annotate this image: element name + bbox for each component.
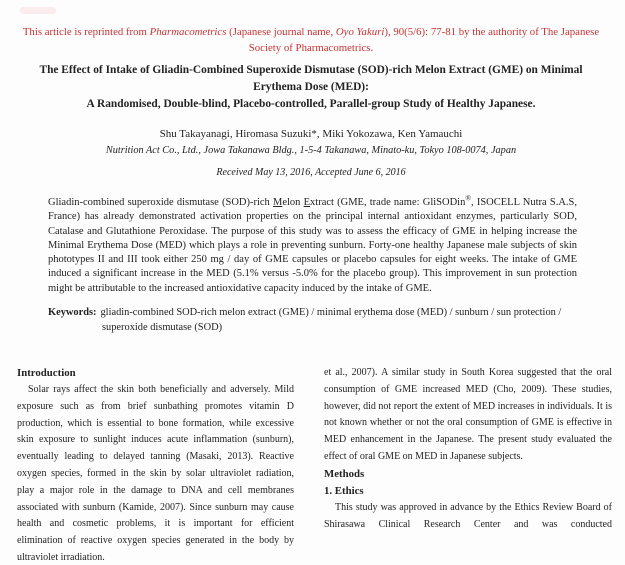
affiliation-line: Nutrition Act Co., Ltd., Jowa Takanawa Bldg., 1-5-4 Takanawa, Minato-ku, Tokyo 108-0074, Japan <box>105 145 517 156</box>
scan-artifact <box>20 7 56 14</box>
ethics-paragraph: This study was approved in advance by the Ethics Review Board of Shirasawa Clinical Research Center and was conducted <box>324 501 612 530</box>
paper-title: The Effect of Intake of Gliadin-Combined Superoxide Dismutase (SOD)-rich Melon Extract (GME) on Minimal Erythema Dose (MED): <box>39 64 583 93</box>
abstract-text: elon <box>282 197 304 208</box>
keywords-text: gliadin-combined SOD-rich melon extract (GME) / minimal erythema dose (MED) / sunburn / sun protection / superoxide dismutase (SOD) <box>100 307 562 334</box>
paper-subtitle: A Randomised, Double-blind, Placebo-controlled, Parallel-group Study of Healthy Japanese. <box>86 98 536 110</box>
subsection-heading-ethics: 1. Ethics <box>324 484 364 497</box>
section-heading-methods: Methods <box>324 467 365 480</box>
body-columns <box>17 365 612 565</box>
abstract-paragraph <box>48 193 578 296</box>
keywords-line <box>48 305 564 335</box>
reprint-notice-text: ), 90(5/6): 77-81 by the authority of The Japanese Society of Pharmacometrics. <box>248 26 600 54</box>
journal-name-italic: Pharmacometrics <box>149 26 227 38</box>
abstract-underlined-letter: E <box>303 197 311 208</box>
received-accepted-line: Received May 13, 2016, Accepted June 6, 2016 <box>216 167 406 178</box>
right-column <box>324 365 612 565</box>
abstract-text: , ISOCELL Nutra S.A.S, France) has already demonstrated activation properties on the principal internal antioxidant enzymes, particularly SOD, Catalase and Glutathione Peroxidase. The purpose of this study was to assess the efficacy of GME in helping increase the Minimal Erythema Dose (MED) which plays a role in preventing sunburn. Forty-one healthy Japanese male subjects of skin phototypes II and III took either 250 mg / day of GME capsules or placebo capsules for eight weeks. The intake of GME induced a significant increase in the MED (5.1% versus -5.0% for the placebo group). This improvement in sun protection might be attributable to the increased antioxidative capacity induced by the intake of GME. <box>48 197 578 294</box>
introduction-paragraph: Solar rays affect the skin both beneficially and adversely. Mild exposure such as from brief sunbathing promotes vitamin D production, which is essential to bone formation, while excessive skin exposure to sunlight induces acute inflammation (sunburn), eventually leading to delayed tanning (Masaki, 2013). Reactive oxygen species, formed in the skin by solar ultraviolet radiation, play a major role in the damage to DNA and cell membranes associated with sunburn (Kamide, 2007). Since sunburn may cause health and cosmetic problems, it is important for efficient elimination of reactive oxygen species generated in the body by ultraviolet irradiation. <box>17 384 294 564</box>
continuation-paragraph: et al., 2007). A similar study in South Korea suggested that the oral consumption of GME increased MED (Cho, 2009). These studies, however, did not report the extent of MED increases in individuals. It is not known whether or not the oral consumption of GME is effective in MED enhancement in the Japanese. The present study evaluated the effect of oral GME on MED in Japanese subjects. <box>324 367 612 463</box>
abstract-text: Gliadin-combined superoxide dismutase (SOD)-rich <box>48 197 273 208</box>
authors-line: Shu Takayanagi, Hiromasa Suzuki*, Miki Yokozawa, Ken Yamauchi <box>159 128 463 140</box>
japanese-journal-name-italic: Oyo Yakuri <box>335 26 385 38</box>
reprint-notice-text: This article is reprinted from <box>22 26 150 38</box>
abstract-text: xtract (GME, trade name: GliSODin <box>310 197 466 208</box>
section-heading-introduction: Introduction <box>17 367 76 380</box>
abstract-underlined-letter: M <box>273 197 283 208</box>
reprint-notice <box>19 24 603 56</box>
left-column <box>17 365 294 565</box>
registered-trademark-symbol: ® <box>465 193 472 203</box>
reprint-notice-text: (Japanese journal name, <box>226 26 336 38</box>
keywords-label: Keywords: <box>48 307 97 319</box>
